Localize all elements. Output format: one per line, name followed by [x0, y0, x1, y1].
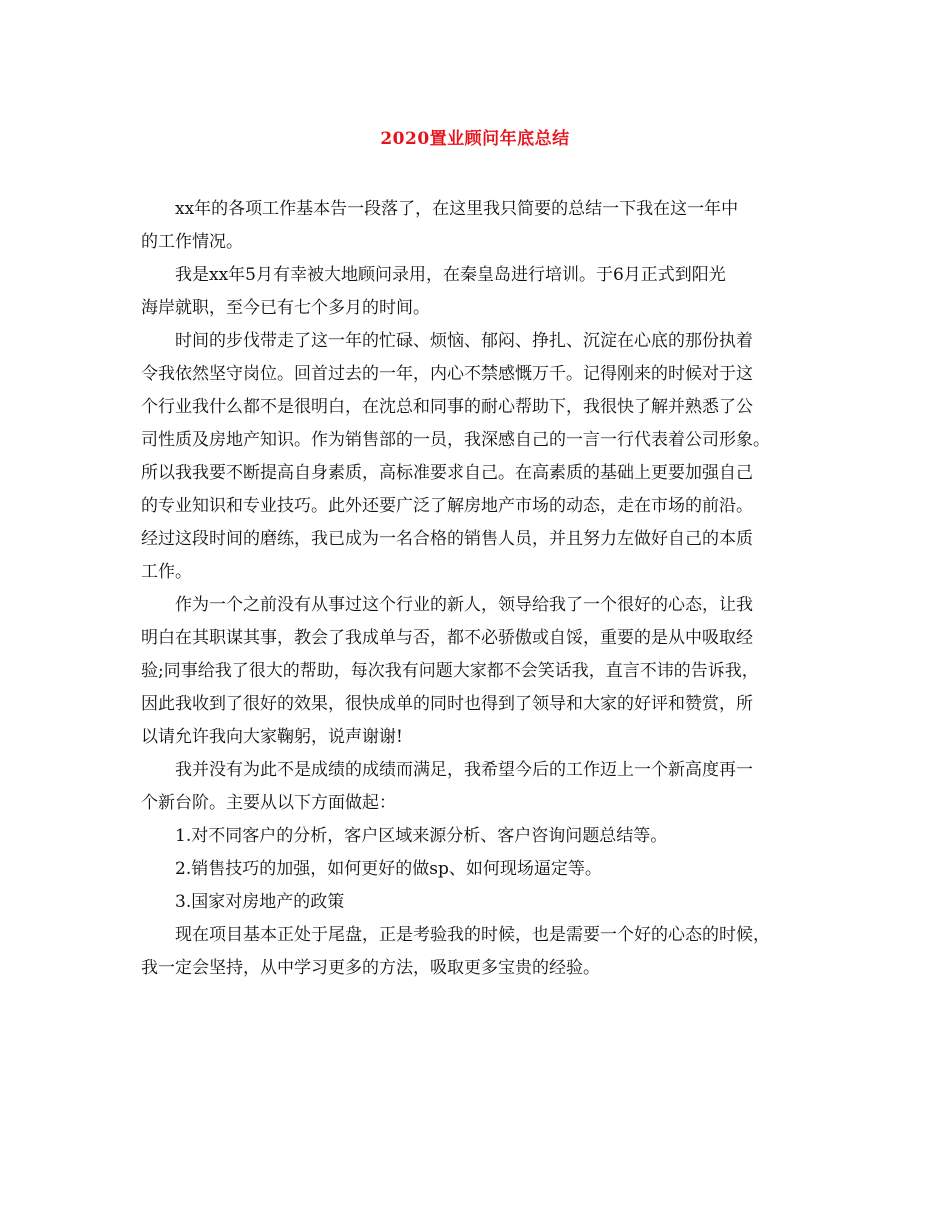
text-line: 时间的步伐带走了这一年的忙碌、烦恼、郁闷、挣扎、沉淀在心底的那份执着: [175, 331, 753, 351]
text-line: 我并没有为此不是成绩的成绩而满足，我希望今后的工作迈上一个新高度再一: [175, 760, 753, 780]
paragraph: [141, 820, 821, 853]
text-line: 的专业知识和专业技巧。此外还要广泛了解房地产市场的动态，走在市场的前沿。: [141, 496, 753, 516]
paragraph: [141, 325, 821, 589]
text-line: 我是xx年5月有幸被大地顾问录用，在秦皇岛进行培训。于6月正式到阳光: [175, 265, 726, 285]
text-line: 现在项目基本正处于尾盘，正是考验我的时候，也是需要一个好的心态的时候，: [175, 925, 770, 945]
text-line: 2.销售技巧的加强，如何更好的做sp、如何现场逼定等。: [175, 859, 602, 879]
document-body: [141, 193, 821, 985]
paragraph: [141, 886, 821, 919]
text-line: 司性质及房地产知识。作为销售部的一员，我深感自己的一言一行代表着公司形象。: [141, 430, 770, 450]
text-line: 工作。: [141, 562, 192, 582]
text-line: 验;同事给我了很大的帮助，每次我有问题大家都不会笑话我，直言不讳的告诉我，: [141, 661, 759, 681]
text-line: 个新台阶。主要从以下方面做起：: [141, 793, 396, 813]
text-line: 1.对不同客户的分析，客户区域来源分析、客户咨询问题总结等。: [175, 826, 668, 846]
text-line: 海岸就职，至今已有七个多月的时间。: [141, 298, 430, 318]
text-line: 以请允许我向大家鞠躬，说声谢谢!: [141, 727, 403, 747]
paragraph: [141, 853, 821, 886]
text-line: 的工作情况。: [141, 232, 243, 252]
text-line: 我一定会坚持，从中学习更多的方法，吸取更多宝贵的经验。: [141, 958, 600, 978]
paragraph: [141, 193, 821, 259]
text-line: xx年的各项工作基本告一段落了，在这里我只简要的总结一下我在这一年中: [175, 199, 739, 219]
document-title: 2020置业顾问年底总结: [380, 129, 570, 149]
paragraph: [141, 589, 821, 754]
text-line: 令我依然坚守岗位。回首过去的一年，内心不禁感慨万千。记得刚来的时候对于这: [141, 364, 753, 384]
text-line: 作为一个之前没有从事过这个行业的新人，领导给我了一个很好的心态，让我: [175, 595, 753, 615]
paragraph: [141, 754, 821, 820]
text-line: 个行业我什么都不是很明白，在沈总和同事的耐心帮助下，我很快了解并熟悉了公: [141, 397, 753, 417]
text-line: 所以我我要不断提高自身素质，高标准要求自己。在高素质的基础上更要加强自己: [141, 463, 753, 483]
paragraph: [141, 919, 821, 985]
text-line: 因此我收到了很好的效果，很快成单的同时也得到了领导和大家的好评和赞赏，所: [141, 694, 753, 714]
text-line: 经过这段时间的磨练，我已成为一名合格的销售人员，并且努力左做好自己的本质: [141, 529, 753, 549]
text-line: 明白在其职谋其事，教会了我成单与否，都不必骄傲或自馁，重要的是从中吸取经: [141, 628, 753, 648]
paragraph: [141, 259, 821, 325]
text-line: 3.国家对房地产的政策: [175, 892, 345, 912]
